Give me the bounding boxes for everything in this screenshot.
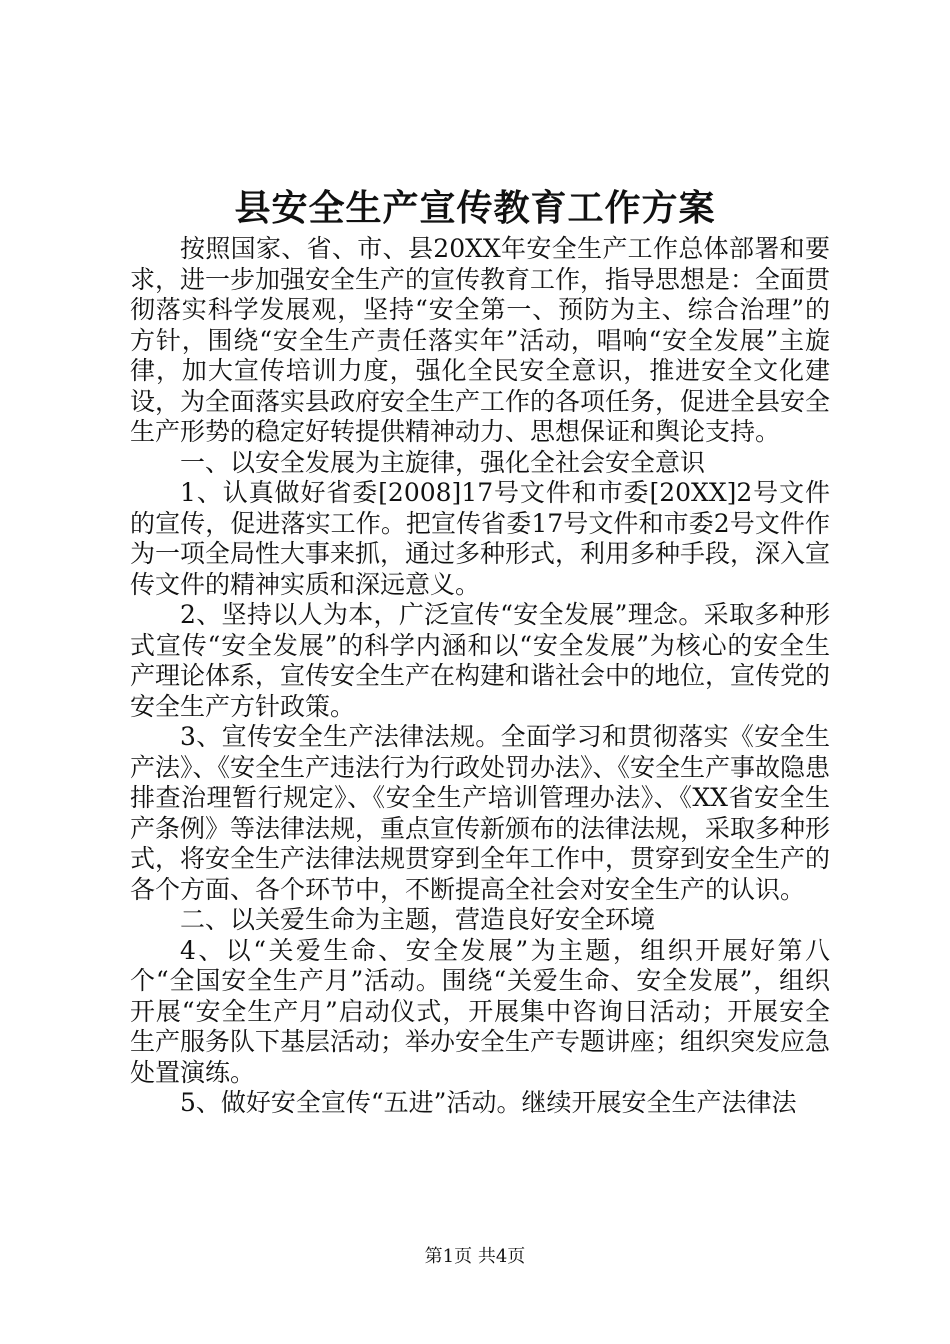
paragraph-item-3: 3、宣传安全生产法律法规。全面学习和贯彻落实《安全生产法》、《安全生产违法行为行政处罚办法》、《安全生产事故隐患排查治理暂行规定》、《安全生产培训管理办法》、《XX省安全生产条例》等法律法规，重点宣传新颁布的法律法规，采取多种形式，将安全生产法律法规贯穿到全年工作中，贯穿到安全生产的各个方面、各个环节中，不断提高全社会对安全生产的认识。 <box>130 722 831 904</box>
paragraph-item-4: 4、以“关爱生命、安全发展”为主题，组织开展好第八个“全国安全生产月”活动。围绕“关爱生命、安全发展”，组织开展“安全生产月”启动仪式，开展集中咨询日活动；开展安全生产服务队下基层活动；举办安全生产专题讲座；组织突发应急处置演练。 <box>130 935 831 1087</box>
section-heading-2: 二、以关爱生命为主题，营造良好安全环境 <box>180 905 656 934</box>
paragraph-intro: 按照国家、省、市、县20XX年安全生产工作总体部署和要求，进一步加强安全生产的宣传教育工作，指导思想是：全面贯彻落实科学发展观，坚持“安全第一、预防为主、综合治理”的方针，围绕“安全生产责任落实年”活动，唱响“安全发展”主旋律，加大宣传培训力度，强化全民安全意识，推进安全文化建设，为全面落实县政府安全生产工作的各项任务，促进全县安全生产形势的稳定好转提供精神动力、思想保证和舆论支持。 <box>130 234 831 446</box>
page-number-footer: 第1页 共4页 <box>424 1246 526 1267</box>
paragraph-item-2: 2、坚持以人为本，广泛宣传“安全发展”理念。采取多种形式宣传“安全发展”的科学内涵和以“安全发展”为核心的安全生产理论体系，宣传安全生产在构建和谐社会中的地位，宣传党的安全生产方针政策。 <box>130 600 831 721</box>
document-title: 县安全生产宣传教育工作方案 <box>234 187 716 229</box>
paragraph-item-5: 5、做好安全宣传“五进”活动。继续开展安全生产法律法 <box>180 1088 797 1117</box>
paragraph-item-1: 1、认真做好省委[2008]17号文件和市委[20XX]2号文件的宣传，促进落实工作。把宣传省委17号文件和市委2号文件作为一项全局性大事来抓，通过多种形式，利用多种手段，深入宣传文件的精神实质和深远意义。 <box>130 478 831 599</box>
section-heading-1: 一、以安全发展为主旋律，强化全社会安全意识 <box>180 447 706 477</box>
document-body <box>130 234 830 1119</box>
